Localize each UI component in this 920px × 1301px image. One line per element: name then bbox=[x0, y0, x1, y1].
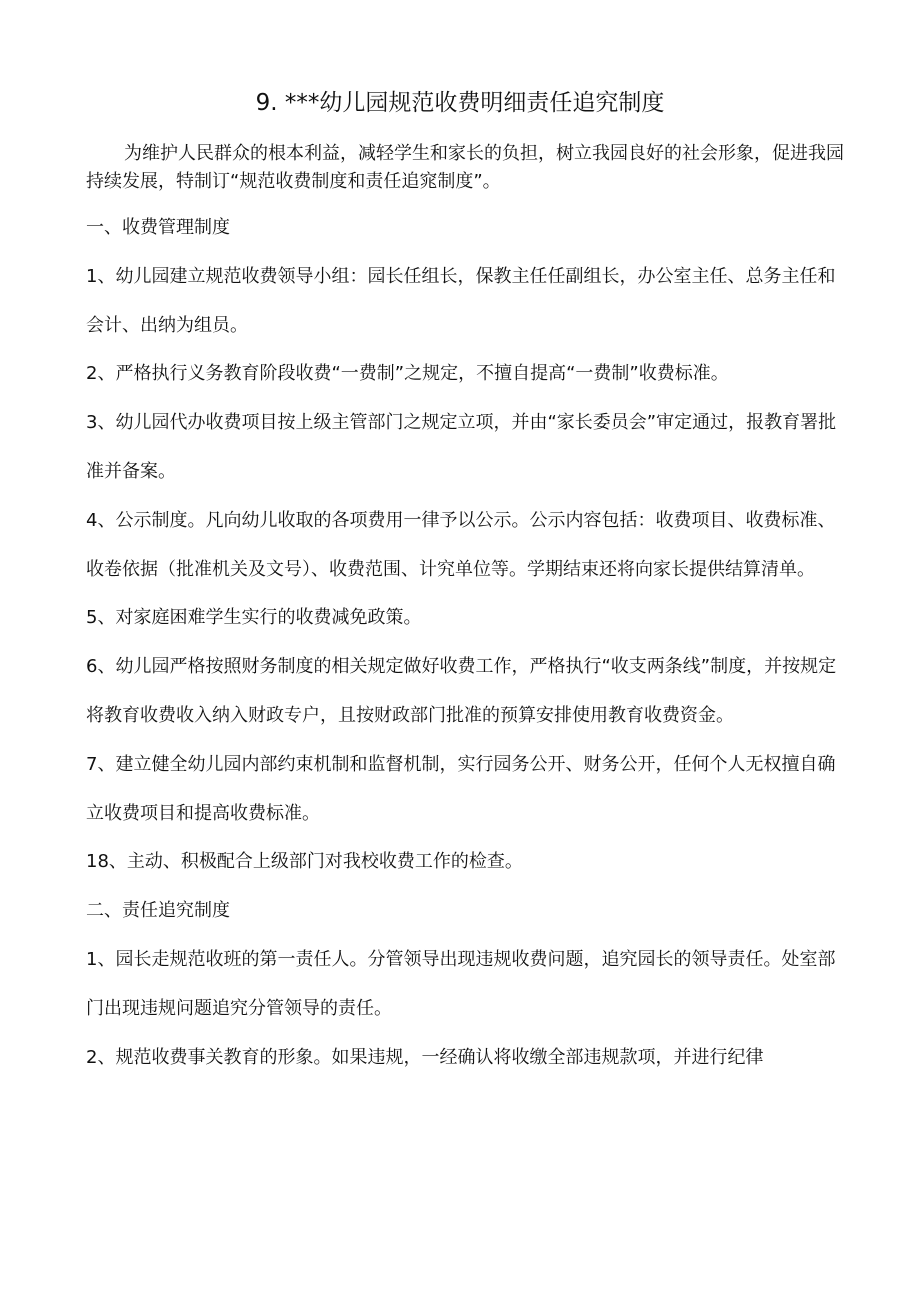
paragraph-fee-5: 5、对家庭困难学生实行的收费减免政策。 bbox=[86, 607, 422, 629]
paragraph-fee-6: 6、幼儿园严格按照财务制度的相关规定做好收费工作，严格执行“收支两条线”制度，并按规定将教育收费收入纳入财政专户，且按财政部门批准的预算安排使用教育收费资金。 bbox=[86, 656, 837, 726]
document-body bbox=[86, 204, 842, 1082]
section-heading-fee-management: 一、收费管理制度 bbox=[86, 217, 230, 238]
intro-paragraph: 为维护人民群众的根本利益，减轻学生和家长的负担，树立我园良好的社会形象，促进我园持续发展，特制订“规范收费制度和责任追窕制度”。 bbox=[86, 143, 844, 192]
paragraph-accountability-2: 2、规范收费事关教育的形象。如果违规，一经确认将收缴全部违规款项，并进行纪律 bbox=[86, 1046, 764, 1068]
section-heading-accountability: 二、责任追究制度 bbox=[86, 900, 230, 922]
paragraph-fee-7: 7、建立健全幼儿园内部约束机制和监督机制，实行园务公开、财务公开，任何个人无权擅自确立收费项目和提高收费标准。 bbox=[86, 753, 836, 824]
paragraph-accountability-1: 1、园长走规范收班的第一责任人。分管领导出现违规收费问题，追究园长的领导责任。处室部门出现违规问题追究分管领导的责任。 bbox=[86, 948, 836, 1019]
paragraph-fee-8: 18、主动、积极配合上级部门对我校收费工作的检查。 bbox=[86, 851, 523, 873]
paragraph-fee-4: 4、公示制度。凡向幼儿收取的各项费用一律予以公示。公示内容包括：收费项目、收费标准、收卷依据（批准机关及文号）、收费范围、计究单位等。学期结束还将向家长提供结算清单。 bbox=[86, 509, 836, 580]
paragraph-fee-1: 1、幼儿园建立规范收费领导小组：园长任组长，保教主任任副组长，办公室主任、总务主任和会计、出纳为组员。 bbox=[86, 265, 836, 336]
document-title: 9. ***幼儿园规范收费明细责任追究制度 bbox=[255, 90, 665, 116]
paragraph-fee-3: 3、幼儿园代办收费项目按上级主管部门之规定立项，并由“家长委员会”审定通过，报教育署批准并备案。 bbox=[86, 412, 837, 482]
paragraph-fee-2: 2、严格执行义务教育阶段收费“一费制”之规定，不擅自提高“一费制”收费标准。 bbox=[86, 363, 729, 385]
